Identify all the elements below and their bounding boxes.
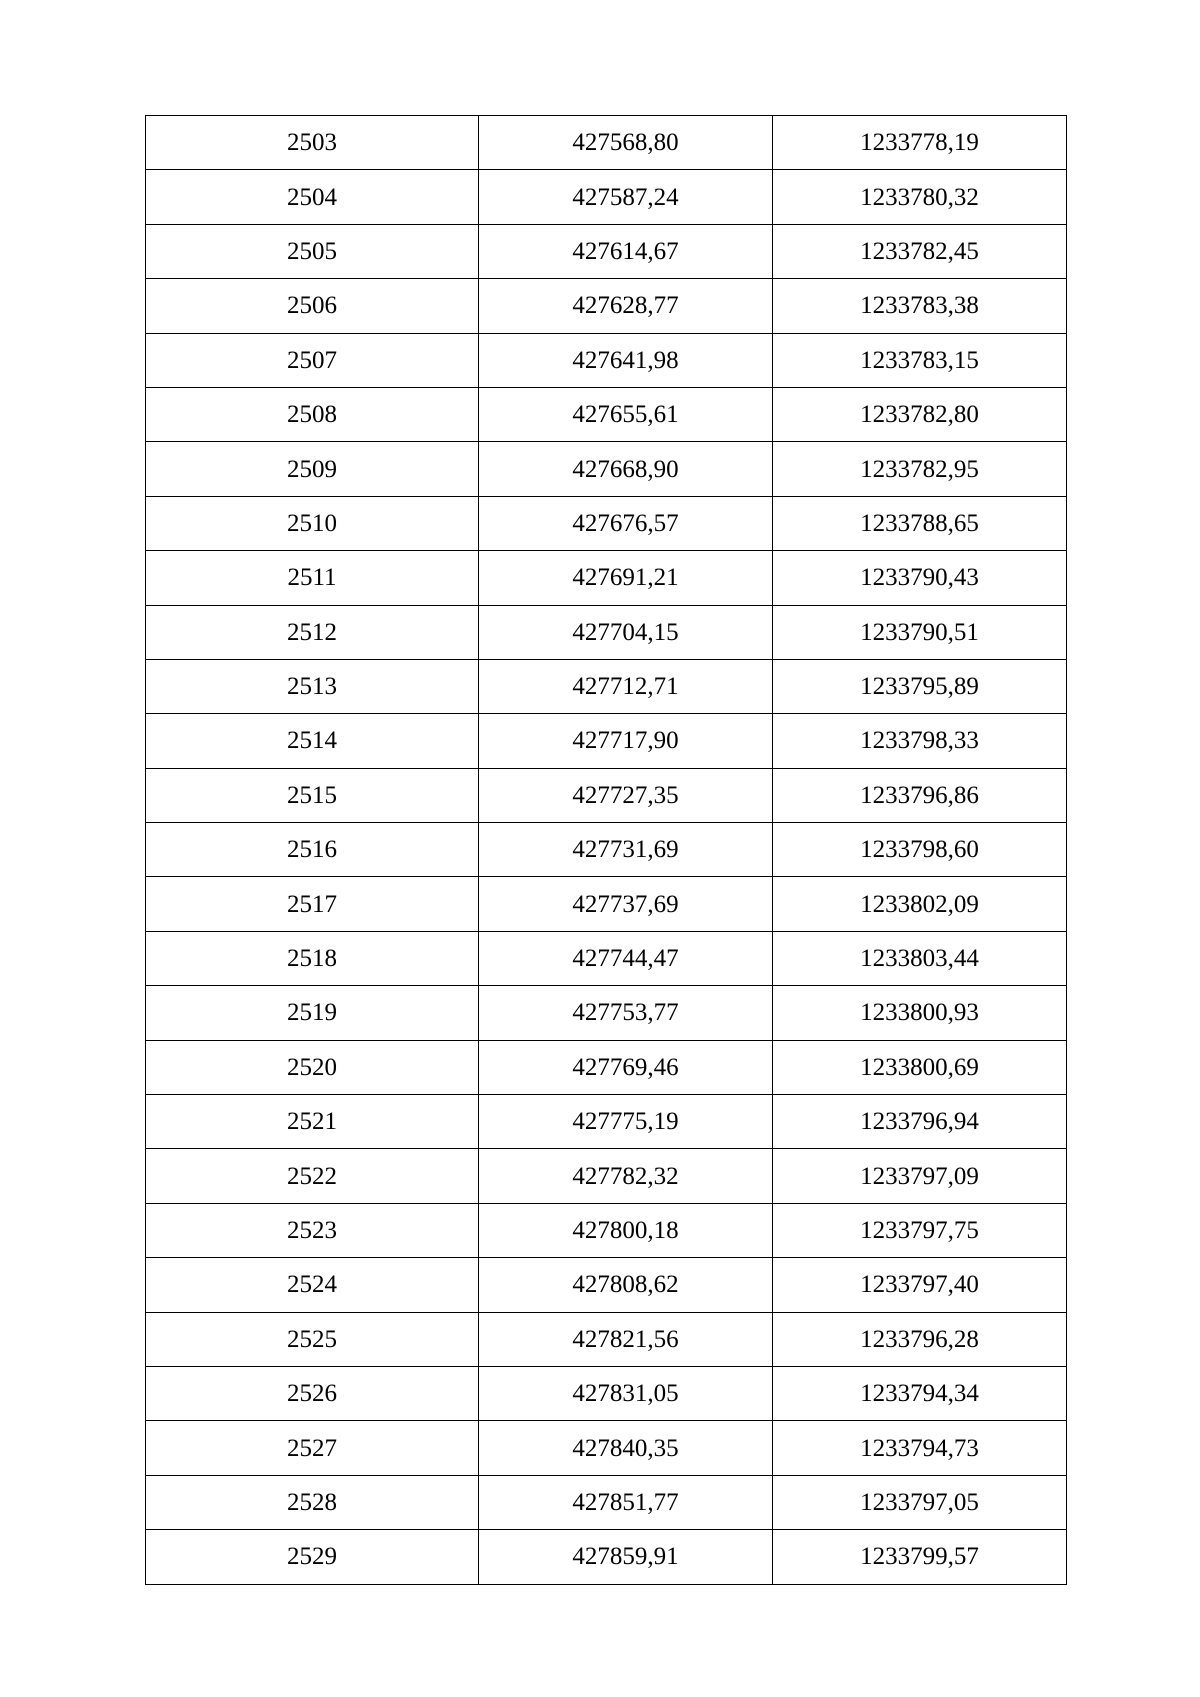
y-coordinate-cell: 1233800,69 <box>773 1040 1067 1094</box>
y-coordinate-cell: 1233796,86 <box>773 768 1067 822</box>
point-number-cell: 2524 <box>146 1258 479 1312</box>
y-coordinate-cell: 1233795,89 <box>773 659 1067 713</box>
x-coordinate-cell: 427655,61 <box>479 387 773 441</box>
table-row <box>146 442 1067 496</box>
point-number-cell: 2526 <box>146 1366 479 1420</box>
x-coordinate-cell: 427727,35 <box>479 768 773 822</box>
point-number-cell: 2503 <box>146 116 479 170</box>
point-number-cell: 2518 <box>146 931 479 985</box>
x-coordinate-cell: 427704,15 <box>479 605 773 659</box>
x-coordinate-cell: 427587,24 <box>479 170 773 224</box>
y-coordinate-cell: 1233790,51 <box>773 605 1067 659</box>
x-coordinate-cell: 427691,21 <box>479 551 773 605</box>
y-coordinate-cell: 1233800,93 <box>773 986 1067 1040</box>
table-row <box>146 714 1067 768</box>
x-coordinate-cell: 427676,57 <box>479 496 773 550</box>
x-coordinate-cell: 427731,69 <box>479 823 773 877</box>
coordinates-table <box>145 115 1067 1585</box>
table-row <box>146 986 1067 1040</box>
point-number-cell: 2511 <box>146 551 479 605</box>
y-coordinate-cell: 1233802,09 <box>773 877 1067 931</box>
y-coordinate-cell: 1233794,34 <box>773 1366 1067 1420</box>
point-number-cell: 2506 <box>146 279 479 333</box>
point-number-cell: 2527 <box>146 1421 479 1475</box>
point-number-cell: 2522 <box>146 1149 479 1203</box>
x-coordinate-cell: 427668,90 <box>479 442 773 496</box>
table-row <box>146 768 1067 822</box>
coordinates-table-body <box>146 116 1067 1585</box>
x-coordinate-cell: 427568,80 <box>479 116 773 170</box>
point-number-cell: 2525 <box>146 1312 479 1366</box>
y-coordinate-cell: 1233797,09 <box>773 1149 1067 1203</box>
point-number-cell: 2521 <box>146 1095 479 1149</box>
point-number-cell: 2519 <box>146 986 479 1040</box>
table-row <box>146 551 1067 605</box>
x-coordinate-cell: 427737,69 <box>479 877 773 931</box>
point-number-cell: 2517 <box>146 877 479 931</box>
table-row <box>146 1258 1067 1312</box>
x-coordinate-cell: 427769,46 <box>479 1040 773 1094</box>
point-number-cell: 2528 <box>146 1475 479 1529</box>
x-coordinate-cell: 427808,62 <box>479 1258 773 1312</box>
x-coordinate-cell: 427641,98 <box>479 333 773 387</box>
y-coordinate-cell: 1233799,57 <box>773 1530 1067 1584</box>
x-coordinate-cell: 427775,19 <box>479 1095 773 1149</box>
table-row <box>146 170 1067 224</box>
y-coordinate-cell: 1233796,94 <box>773 1095 1067 1149</box>
table-row <box>146 931 1067 985</box>
point-number-cell: 2523 <box>146 1203 479 1257</box>
y-coordinate-cell: 1233797,40 <box>773 1258 1067 1312</box>
y-coordinate-cell: 1233783,15 <box>773 333 1067 387</box>
y-coordinate-cell: 1233782,80 <box>773 387 1067 441</box>
y-coordinate-cell: 1233798,33 <box>773 714 1067 768</box>
x-coordinate-cell: 427851,77 <box>479 1475 773 1529</box>
x-coordinate-cell: 427859,91 <box>479 1530 773 1584</box>
table-row <box>146 1421 1067 1475</box>
point-number-cell: 2514 <box>146 714 479 768</box>
x-coordinate-cell: 427628,77 <box>479 279 773 333</box>
y-coordinate-cell: 1233797,05 <box>773 1475 1067 1529</box>
y-coordinate-cell: 1233796,28 <box>773 1312 1067 1366</box>
y-coordinate-cell: 1233790,43 <box>773 551 1067 605</box>
x-coordinate-cell: 427782,32 <box>479 1149 773 1203</box>
x-coordinate-cell: 427717,90 <box>479 714 773 768</box>
y-coordinate-cell: 1233782,45 <box>773 224 1067 278</box>
table-row <box>146 1530 1067 1584</box>
table-row <box>146 1095 1067 1149</box>
table-row <box>146 333 1067 387</box>
x-coordinate-cell: 427800,18 <box>479 1203 773 1257</box>
x-coordinate-cell: 427712,71 <box>479 659 773 713</box>
y-coordinate-cell: 1233797,75 <box>773 1203 1067 1257</box>
y-coordinate-cell: 1233783,38 <box>773 279 1067 333</box>
table-row <box>146 1040 1067 1094</box>
table-row <box>146 1203 1067 1257</box>
point-number-cell: 2507 <box>146 333 479 387</box>
table-row <box>146 659 1067 713</box>
x-coordinate-cell: 427821,56 <box>479 1312 773 1366</box>
point-number-cell: 2515 <box>146 768 479 822</box>
table-row <box>146 1475 1067 1529</box>
x-coordinate-cell: 427753,77 <box>479 986 773 1040</box>
x-coordinate-cell: 427840,35 <box>479 1421 773 1475</box>
y-coordinate-cell: 1233778,19 <box>773 116 1067 170</box>
table-row <box>146 387 1067 441</box>
point-number-cell: 2512 <box>146 605 479 659</box>
table-row <box>146 877 1067 931</box>
x-coordinate-cell: 427831,05 <box>479 1366 773 1420</box>
point-number-cell: 2505 <box>146 224 479 278</box>
y-coordinate-cell: 1233794,73 <box>773 1421 1067 1475</box>
table-row <box>146 605 1067 659</box>
table-row <box>146 1366 1067 1420</box>
table-row <box>146 116 1067 170</box>
y-coordinate-cell: 1233788,65 <box>773 496 1067 550</box>
point-number-cell: 2509 <box>146 442 479 496</box>
table-row <box>146 279 1067 333</box>
table-row <box>146 496 1067 550</box>
point-number-cell: 2508 <box>146 387 479 441</box>
y-coordinate-cell: 1233798,60 <box>773 823 1067 877</box>
table-row <box>146 1312 1067 1366</box>
x-coordinate-cell: 427744,47 <box>479 931 773 985</box>
point-number-cell: 2510 <box>146 496 479 550</box>
point-number-cell: 2513 <box>146 659 479 713</box>
y-coordinate-cell: 1233780,32 <box>773 170 1067 224</box>
point-number-cell: 2516 <box>146 823 479 877</box>
x-coordinate-cell: 427614,67 <box>479 224 773 278</box>
point-number-cell: 2529 <box>146 1530 479 1584</box>
point-number-cell: 2520 <box>146 1040 479 1094</box>
table-row <box>146 224 1067 278</box>
table-row <box>146 1149 1067 1203</box>
table-row <box>146 823 1067 877</box>
point-number-cell: 2504 <box>146 170 479 224</box>
y-coordinate-cell: 1233803,44 <box>773 931 1067 985</box>
y-coordinate-cell: 1233782,95 <box>773 442 1067 496</box>
